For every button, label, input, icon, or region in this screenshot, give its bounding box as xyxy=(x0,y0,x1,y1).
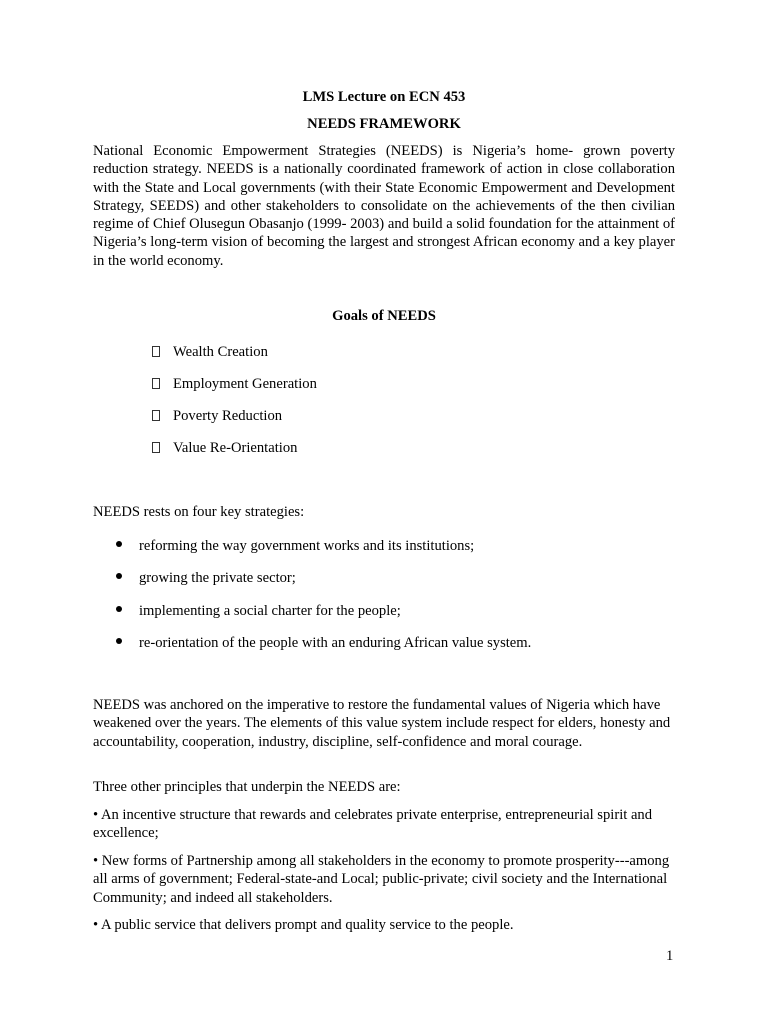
bullet-icon xyxy=(116,573,122,579)
goal-item-label: Value Re-Orientation xyxy=(173,440,298,456)
strategy-item-label: growing the private sector; xyxy=(139,570,296,586)
bullet-icon xyxy=(116,541,122,547)
goal-item xyxy=(152,343,268,361)
strategy-item xyxy=(116,537,474,555)
goal-item xyxy=(152,375,317,393)
goal-item-label: Wealth Creation xyxy=(173,344,268,360)
page-number: 1 xyxy=(666,948,674,964)
principle-item: • A public service that delivers prompt and quality service to the people. xyxy=(93,917,514,933)
principles-intro: Three other principles that underpin the NEEDS are: xyxy=(93,779,401,795)
strategy-item xyxy=(116,569,296,587)
goal-item xyxy=(152,439,297,457)
checkbox-glyph-icon xyxy=(152,378,160,389)
strategy-item-label: re-orientation of the people with an enduring African value system. xyxy=(139,635,532,651)
framework-title: NEEDS FRAMEWORK xyxy=(307,116,461,132)
goal-item xyxy=(152,407,282,425)
checkbox-glyph-icon xyxy=(152,410,160,421)
goal-item-label: Poverty Reduction xyxy=(173,408,283,424)
course-title: LMS Lecture on ECN 453 xyxy=(302,89,466,105)
bullet-icon xyxy=(116,638,122,644)
strategies-intro: NEEDS rests on four key strategies: xyxy=(93,504,305,520)
values-paragraph: NEEDS was anchored on the imperative to restore the fundamental values of Nigeria which have weakened over the years. The elements of this value system include respect for elders, honesty and accountability, cooperation, industry, discipline, self-confidence and moral courage. xyxy=(93,697,671,750)
goal-item-label: Employment Generation xyxy=(173,376,317,392)
strategy-item-label: reforming the way government works and its institutions; xyxy=(139,538,475,554)
intro-paragraph: National Economic Empowerment Strategies (NEEDS) is Nigeria’s home- grown poverty reduction strategy. NEEDS is a nationally coordinated framework of action in close collaboration with the State and Local governments (with their State Economic Empowerment and Development Strategy, SEEDS) and other stakeholders to consolidate on the achievements of the then civilian regime of Chief Olusegun Obasanjo (1999- 2003) and build a solid foundation for the attainment of Nigeria’s long-term vision of becoming the largest and strongest African economy and a key player in the world economy. xyxy=(93,143,675,269)
principle-item: • An incentive structure that rewards and celebrates private enterprise, entrepreneurial spirit and excellence; xyxy=(93,807,653,842)
principle-item: • New forms of Partnership among all stakeholders in the economy to promote prosperity---among all arms of government; Federal-state-and Local; public-private; civil society and the International Community; and indeed all stakeholders. xyxy=(93,853,670,906)
goals-heading: Goals of NEEDS xyxy=(332,308,436,324)
strategy-item xyxy=(116,602,401,620)
strategy-item xyxy=(116,634,531,652)
checkbox-glyph-icon xyxy=(152,346,160,357)
bullet-icon xyxy=(116,606,122,612)
strategy-item-label: implementing a social charter for the people; xyxy=(139,603,401,619)
checkbox-glyph-icon xyxy=(152,442,160,453)
